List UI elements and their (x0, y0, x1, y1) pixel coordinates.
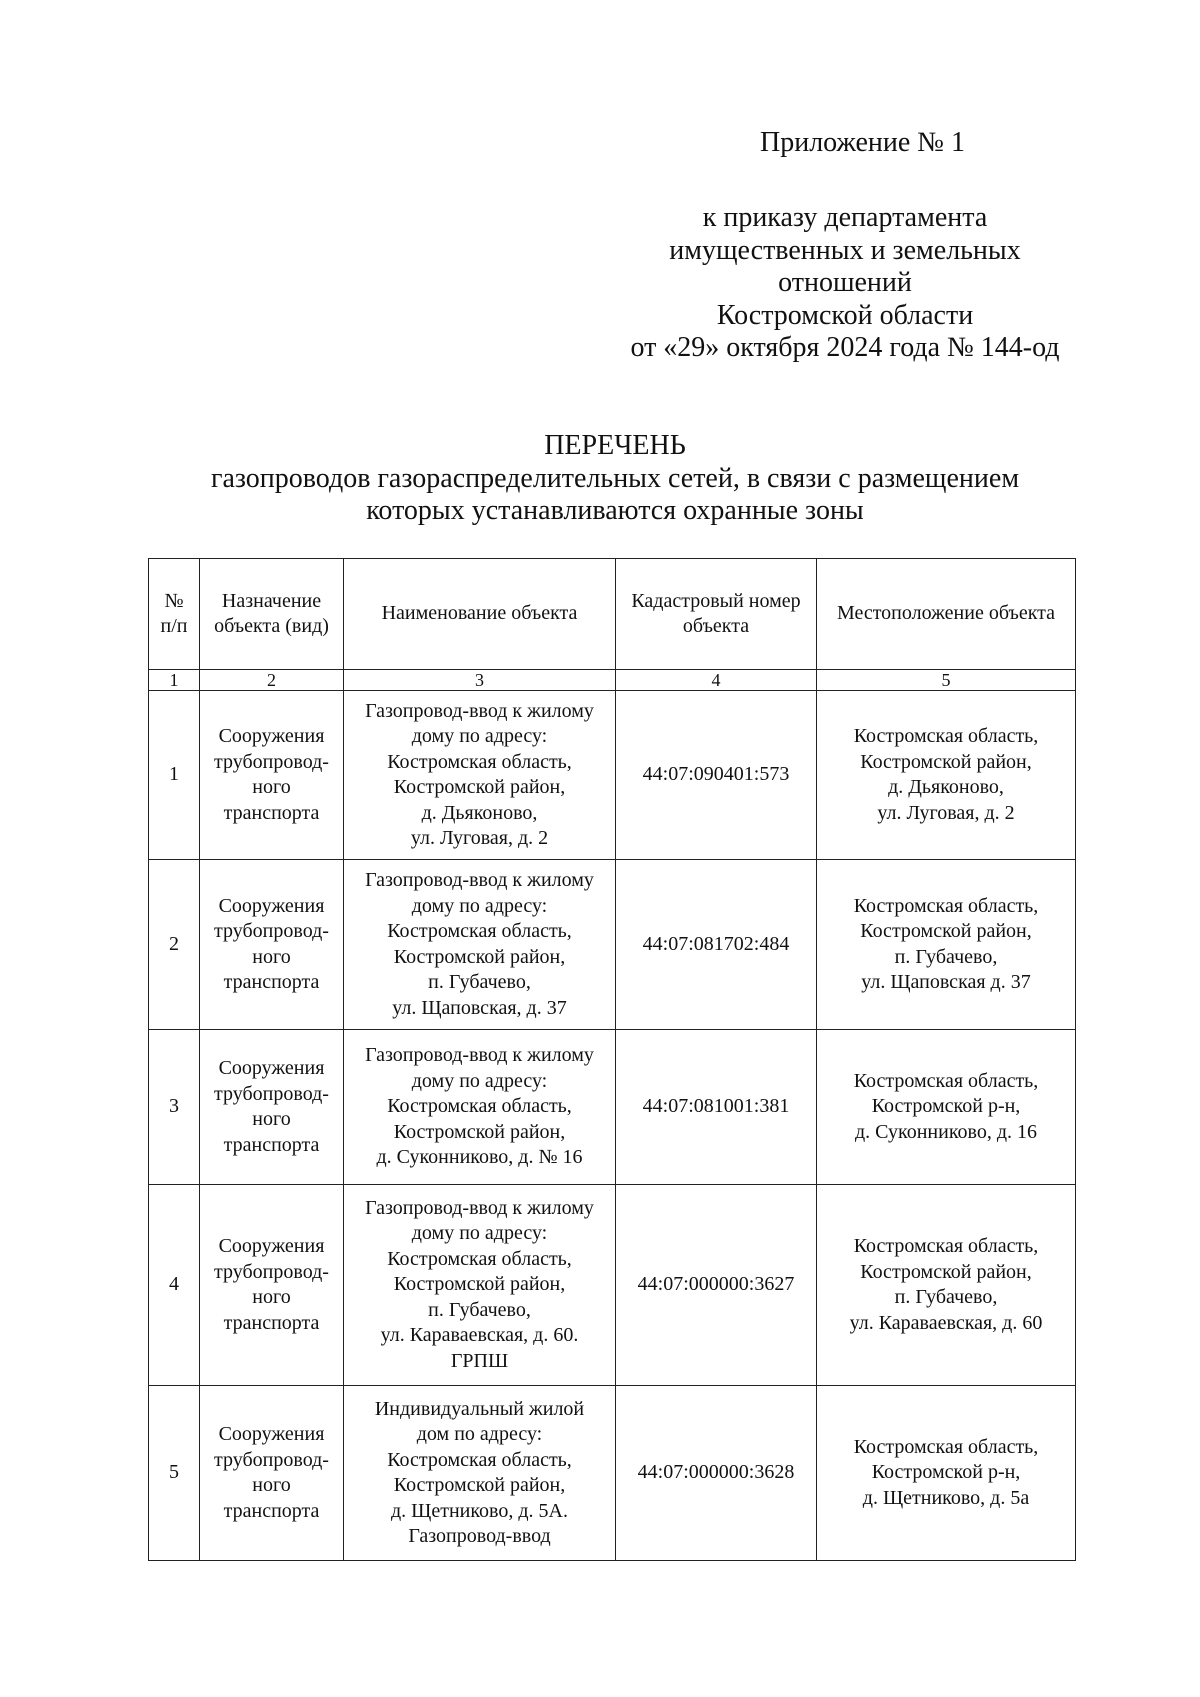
row-number-cell: 5 (149, 1386, 200, 1561)
object-name-cell: Газопровод-ввод к жилому дому по адресу: Костромская область, Костромской район, д. Суконниково, д. № 16 (344, 1030, 616, 1185)
column-number: 5 (817, 670, 1076, 691)
table-row (149, 691, 1076, 860)
purpose-cell: Сооружения трубопровод- ного транспорта (200, 1386, 344, 1561)
purpose-cell: Сооружения трубопровод- ного транспорта (200, 860, 344, 1030)
row-number-cell: 3 (149, 1030, 200, 1185)
order-ref-line: от «29» октября 2024 года № 144-од (630, 332, 1060, 363)
order-ref-line: к приказу департамента (702, 202, 988, 233)
purpose-cell: Сооружения трубопровод- ного транспорта (200, 1030, 344, 1185)
cadastral-number-cell: 44:07:081001:381 (616, 1030, 817, 1185)
object-name-cell: Газопровод-ввод к жилому дому по адресу: Костромская область, Костромской район, д. Дьяконово, ул. Луговая, д. 2 (344, 691, 616, 860)
table-row (149, 1185, 1076, 1386)
cadastral-number-cell: 44:07:000000:3627 (616, 1185, 817, 1386)
column-number: 4 (616, 670, 817, 691)
order-reference (600, 202, 1090, 365)
location-cell: Костромская область, Костромской р-н, д. Щетниково, д. 5а (817, 1386, 1076, 1561)
cadastral-number-cell: 44:07:090401:573 (616, 691, 817, 860)
header-cadastral-number: Кадастровый номер объекта (616, 559, 817, 670)
table-row (149, 1030, 1076, 1185)
table-row (149, 1386, 1076, 1561)
object-name-cell: Газопровод-ввод к жилому дому по адресу: Костромская область, Костромской район, п. Губачево, ул. Караваевская, д. 60. ГРПШ (344, 1185, 616, 1386)
location-cell: Костромская область, Костромской район, п. Губачево, ул. Караваевская, д. 60 (817, 1185, 1076, 1386)
order-ref-line: Костромской области (716, 299, 974, 331)
purpose-cell: Сооружения трубопровод- ного транспорта (200, 1185, 344, 1386)
table-row (149, 860, 1076, 1030)
header-number: № п/п (149, 559, 200, 670)
header-location: Местоположение объекта (817, 559, 1076, 670)
table-column-numbers-row (149, 670, 1076, 691)
location-cell: Костромская область, Костромской район, д. Дьяконово, ул. Луговая, д. 2 (817, 691, 1076, 860)
row-number-cell: 1 (149, 691, 200, 860)
cadastral-number-cell: 44:07:081702:484 (616, 860, 817, 1030)
column-number: 2 (200, 670, 344, 691)
object-name-cell: Индивидуальный жилой дом по адресу: Костромская область, Костромской район, д. Щетниково, д. 5А. Газопровод-ввод (344, 1386, 616, 1561)
order-ref-line: имущественных и земельных (669, 234, 1021, 266)
location-cell: Костромская область, Костромской район, п. Губачево, ул. Щаповская д. 37 (817, 860, 1076, 1030)
location-cell: Костромская область, Костромской р-н, д. Суконниково, д. 16 (817, 1030, 1076, 1185)
row-number-cell: 4 (149, 1185, 200, 1386)
column-number: 3 (344, 670, 616, 691)
document-heading (100, 430, 1130, 528)
heading-subtitle-line: газопроводов газораспределительных сетей, в связи с размещением (210, 462, 1020, 494)
header-purpose: Назначение объекта (вид) (200, 559, 344, 670)
order-ref-line: отношений (778, 267, 912, 298)
heading-title: ПЕРЕЧЕНЬ (544, 430, 686, 461)
object-name-cell: Газопровод-ввод к жилому дому по адресу: Костромская область, Костромской район, п. Губачево, ул. Щаповская, д. 37 (344, 860, 616, 1030)
heading-subtitle-line: которых устанавливаются охранные зоны (366, 495, 864, 526)
appendix-title: Приложение № 1 (760, 127, 965, 158)
header-object-name: Наименование объекта (344, 559, 616, 670)
row-number-cell: 2 (149, 860, 200, 1030)
objects-table (148, 558, 1076, 1561)
table-header-row (149, 559, 1076, 670)
column-number: 1 (149, 670, 200, 691)
purpose-cell: Сооружения трубопровод- ного транспорта (200, 691, 344, 860)
cadastral-number-cell: 44:07:000000:3628 (616, 1386, 817, 1561)
